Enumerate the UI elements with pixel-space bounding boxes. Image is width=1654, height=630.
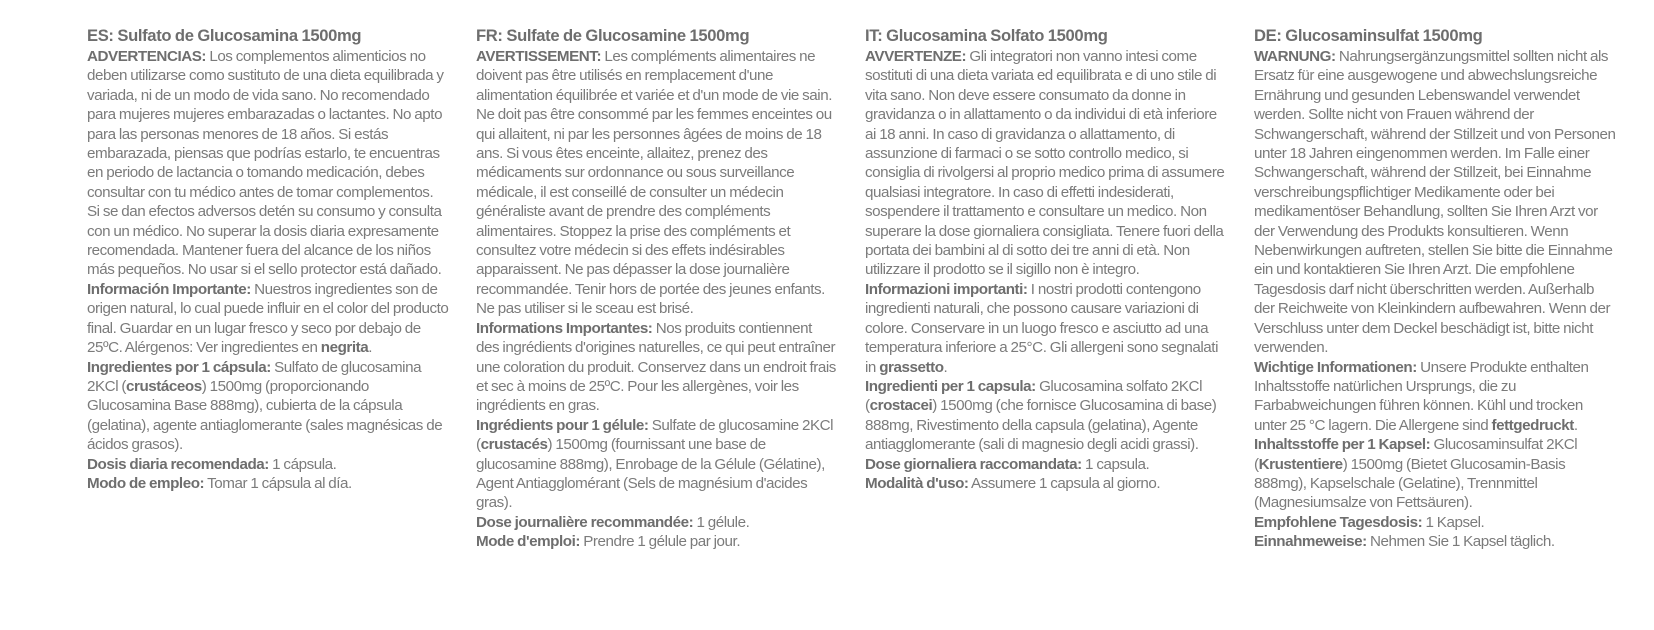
ingredients-text-fr: Sulfate de glucosamine 2KCl ( — [476, 416, 834, 454]
warnings-de — [1254, 47, 1616, 358]
dose-de — [1254, 513, 1616, 532]
info-label-de: Wichtige Informationen: — [1254, 358, 1417, 376]
ingredients-fr — [476, 416, 838, 513]
usage-fr — [476, 532, 838, 551]
info-emphasis-es: negrita — [320, 339, 369, 357]
dose-label-fr: Dose journalière recommandée: — [476, 513, 694, 531]
dose-text-es: 1 cápsula. — [268, 455, 337, 473]
ingredients-es — [87, 358, 449, 455]
allergen-es: crustáceos — [126, 377, 202, 395]
warnings-text-fr: Les compléments alimentaires ne doivent pas être utilisés en remplacement d'une alimentation équilibrée et variée et d'un mode de vie sain. Ne doit pas être consommé par les femmes enceintes ou qui allaitent, ni par les personnes âgées de moins de 18 ans. Si vous êtes enceinte, allaitez, prenez des médicaments sur ordonnance ou sous surveillance médicale, il est conseillé de consulter un médecin généraliste avant de prendre des compléments alimentaires. Stoppez la prise des compléments et consultez votre médecin si des effets indésirables apparaissent. Ne pas dépasser la dose journalière recommandée. Tenir hors de portée des jeunes enfants. Ne pas utiliser si le sceau est brisé. — [476, 48, 832, 318]
info-label-es: Información Importante: — [87, 280, 251, 298]
info-it — [865, 280, 1227, 377]
warnings-it — [865, 47, 1227, 280]
ingredients-after-de: ) 1500mg (Bietet Glucosamin-Basis 888mg), Kapselschale (Gelatine), Trennmittel (Magnesiumsalze von Fettsäuren). — [1254, 455, 1566, 512]
warnings-es — [87, 47, 449, 280]
ingredients-after-fr: ) 1500mg (fournissant une base de glucosamine 888mg), Enrobage de la Gélule (Gélatine), Agent Antiagglomérant (Sels de magnésium d'acides gras). — [476, 436, 825, 512]
usage-label-es: Modo de empleo: — [87, 474, 205, 492]
usage-label-fr: Mode d'emploi: — [476, 533, 580, 551]
info-es — [87, 280, 449, 358]
usage-es — [87, 474, 449, 493]
dose-text-fr: 1 gélule. — [693, 513, 750, 531]
dose-fr — [476, 513, 838, 532]
column-fr — [476, 26, 838, 552]
warnings-fr — [476, 47, 838, 319]
ingredients-it — [865, 377, 1227, 455]
ingredients-after-it: ) 1500mg (che fornisce Glucosamina di base) 888mg, Rivestimento della capsula (gelatina), Agente antiagglomerante (sali di magnesio degli acidi grassi). — [865, 397, 1217, 454]
column-es — [87, 26, 449, 493]
info-after-de: . — [1573, 416, 1578, 434]
column-it — [865, 26, 1227, 493]
dose-es — [87, 455, 449, 474]
info-text-it: I nostri prodotti contengono ingredienti naturali, che possono causare variazioni di colore. Conservare in un luogo fresco e asciutto ad una temperatura inferiore a 25°C. Gli allergeni sono segnalati in — [865, 280, 1218, 376]
ingredients-label-it: Ingredienti per 1 capsula: — [865, 377, 1036, 395]
usage-text-es: Tomar 1 cápsula al día. — [204, 474, 352, 492]
info-text-es: Nuestros ingredientes son de origen natural, lo cual puede influir en el color del producto final. Guardar en un lugar fresco y seco por debajo de 25ºC. Alérgenos: Ver ingredientes en — [87, 280, 449, 357]
warnings-label-de: WARNUNG: — [1254, 48, 1336, 65]
info-after-it: . — [943, 358, 948, 376]
info-emphasis-it: grassetto — [879, 358, 944, 376]
ingredients-text-es: Sulfato de glucosamina 2KCl ( — [87, 358, 422, 395]
dose-it — [865, 455, 1227, 474]
section-title-it: IT: Glucosamina Solfato 1500mg — [865, 26, 1108, 45]
usage-label-de: Einnahmeweise: — [1254, 533, 1367, 551]
warnings-label-es: ADVERTENCIAS: — [87, 48, 207, 65]
ingredients-after-es: ) 1500mg (proporcionando Glucosamina Base 888mg), cubierta de la cápsula (gelatina), agente antiaglomerante (sales magnésicas de ácidos grasos). — [87, 377, 443, 454]
info-fr — [476, 319, 838, 416]
usage-text-fr: Prendre 1 gélule par jour. — [579, 533, 741, 551]
column-de — [1254, 26, 1616, 552]
ingredients-label-fr: Ingrédients pour 1 gélule: — [476, 416, 649, 434]
ingredients-text-de: Glucosaminsulfat 2KCl ( — [1254, 436, 1578, 473]
info-de — [1254, 358, 1616, 436]
info-text-fr: Nos produits contiennent des ingrédients d'origines naturelles, ce qui peut entraîner une coloration du produit. Conservez dans un endroit frais et sec à moins de 25ºC. Pour les allergènes, voir les ingrédients en gras. — [476, 319, 836, 415]
usage-it — [865, 474, 1227, 493]
section-title-fr: FR: Sulfate de Glucosamine 1500mg — [476, 26, 750, 45]
usage-de — [1254, 532, 1616, 551]
warnings-label-fr: AVERTISSEMENT: — [476, 48, 602, 65]
section-title-es: ES: Sulfato de Glucosamina 1500mg — [87, 26, 362, 45]
warnings-text-it: Gli integratori non vanno intesi come sostituti di una dieta variata ed equilibrata e di uno stile di vita sano. Non deve essere consumato da donne in gravidanza o in allattamento o da individui di età inferiore ai 18 anni. In caso di gravidanza o allattamento, di assunzione di farmaci o se sotto controllo medico, si consiglia di rivolgersi al proprio medico prima di assumere qualsiasi integratore. In caso di effetti indesiderati, sospendere il trattamento e consultare un medico. Non superare la dose giornaliera consigliata. Tenere fuori della portata dei bambini al di sotto dei tre anni di età. Non utilizzare il prodotto se il sigillo non è integro. — [865, 48, 1225, 279]
allergen-it: crostacei — [869, 397, 933, 415]
warnings-text-de: Nahrungsergänzungsmittel sollten nicht als Ersatz für eine ausgewogene und abwechslungsreiche Ernährung und gesunden Lebenswandel verwendet werden. Sollte nicht von Frauen während der Schwangerschaft, während der Stillzeit und von Personen unter 18 Jahren eingenommen werden. Im Falle einer Schwangerschaft, während der Stillzeit, bei Einnahme verschreibungspflichtiger Medikamente oder bei medikamentöser Behandlung, sollten Sie Ihren Arzt vor der Verwendung des Produkts konsultieren. Wenn Nebenwirkungen auftreten, stellen Sie bitte die Einnahme ein und kontaktieren Sie Ihren Arzt. Die empfohlene Tagesdosis darf nicht überschritten werden. Außerhalb der Reichweite von Kleinkindern aufbewahren. Wenn der Verschluss unter dem Deckel beschädigt ist, bitte nicht verwenden. — [1254, 48, 1616, 357]
ingredients-label-de: Inhaltsstoffe per 1 Kapsel: — [1254, 436, 1431, 454]
warnings-text-es: Los complementos alimenticios no deben utilizarse como sustituto de una dieta equilibrada y variada, ni de un modo de vida sano. No recomendado para mujeres mujeres embarazadas o lactantes. No apto para las personas menores de 18 años. Si estás embarazada, piensas que podrías estarlo, te encuentras en periodo de lactancia o tomando medicación, debes consultar con tu médico antes de tomar complementos. Si se dan efectos adversos detén su consumo y consulta con un médico. No superar la dosis diaria expresamente recomendada. Mantener fuera del alcance de los niños más pequeños. No usar si el sello protector está dañado. — [87, 48, 444, 279]
warnings-label-it: AVVERTENZE: — [865, 48, 967, 65]
ingredients-de — [1254, 435, 1616, 513]
allergen-fr: crustacés — [480, 436, 548, 454]
dose-label-de: Empfohlene Tagesdosis: — [1254, 513, 1423, 531]
dose-text-it: 1 capsula. — [1081, 455, 1150, 473]
ingredients-label-es: Ingredientes por 1 cápsula: — [87, 358, 271, 376]
info-label-it: Informazioni importanti: — [865, 280, 1028, 298]
dose-label-es: Dosis diaria recomendada: — [87, 455, 269, 473]
section-title-de: DE: Glucosaminsulfat 1500mg — [1254, 26, 1483, 45]
usage-text-it: Assumere 1 capsula al giorno. — [968, 474, 1161, 492]
ingredients-text-it: Glucosamina solfato 2KCl ( — [865, 377, 1203, 415]
info-emphasis-de: fettgedruckt — [1491, 416, 1574, 434]
allergen-de: Krustentiere — [1258, 455, 1343, 473]
usage-text-de: Nehmen Sie 1 Kapsel täglich. — [1366, 533, 1555, 551]
usage-label-it: Modalità d'uso: — [865, 474, 969, 492]
info-after-es: . — [368, 339, 373, 357]
dose-label-it: Dose giornaliera raccomandata: — [865, 455, 1082, 473]
info-label-fr: Informations Importantes: — [476, 319, 653, 337]
dose-text-de: 1 Kapsel. — [1422, 513, 1485, 531]
info-text-de: Unsere Produkte enthalten Inhaltsstoffe natürlichen Ursprungs, die zu Farbabweichungen führen können. Kühl und trocken unter 25 °C lagern. Die Allergene sind — [1254, 358, 1589, 434]
